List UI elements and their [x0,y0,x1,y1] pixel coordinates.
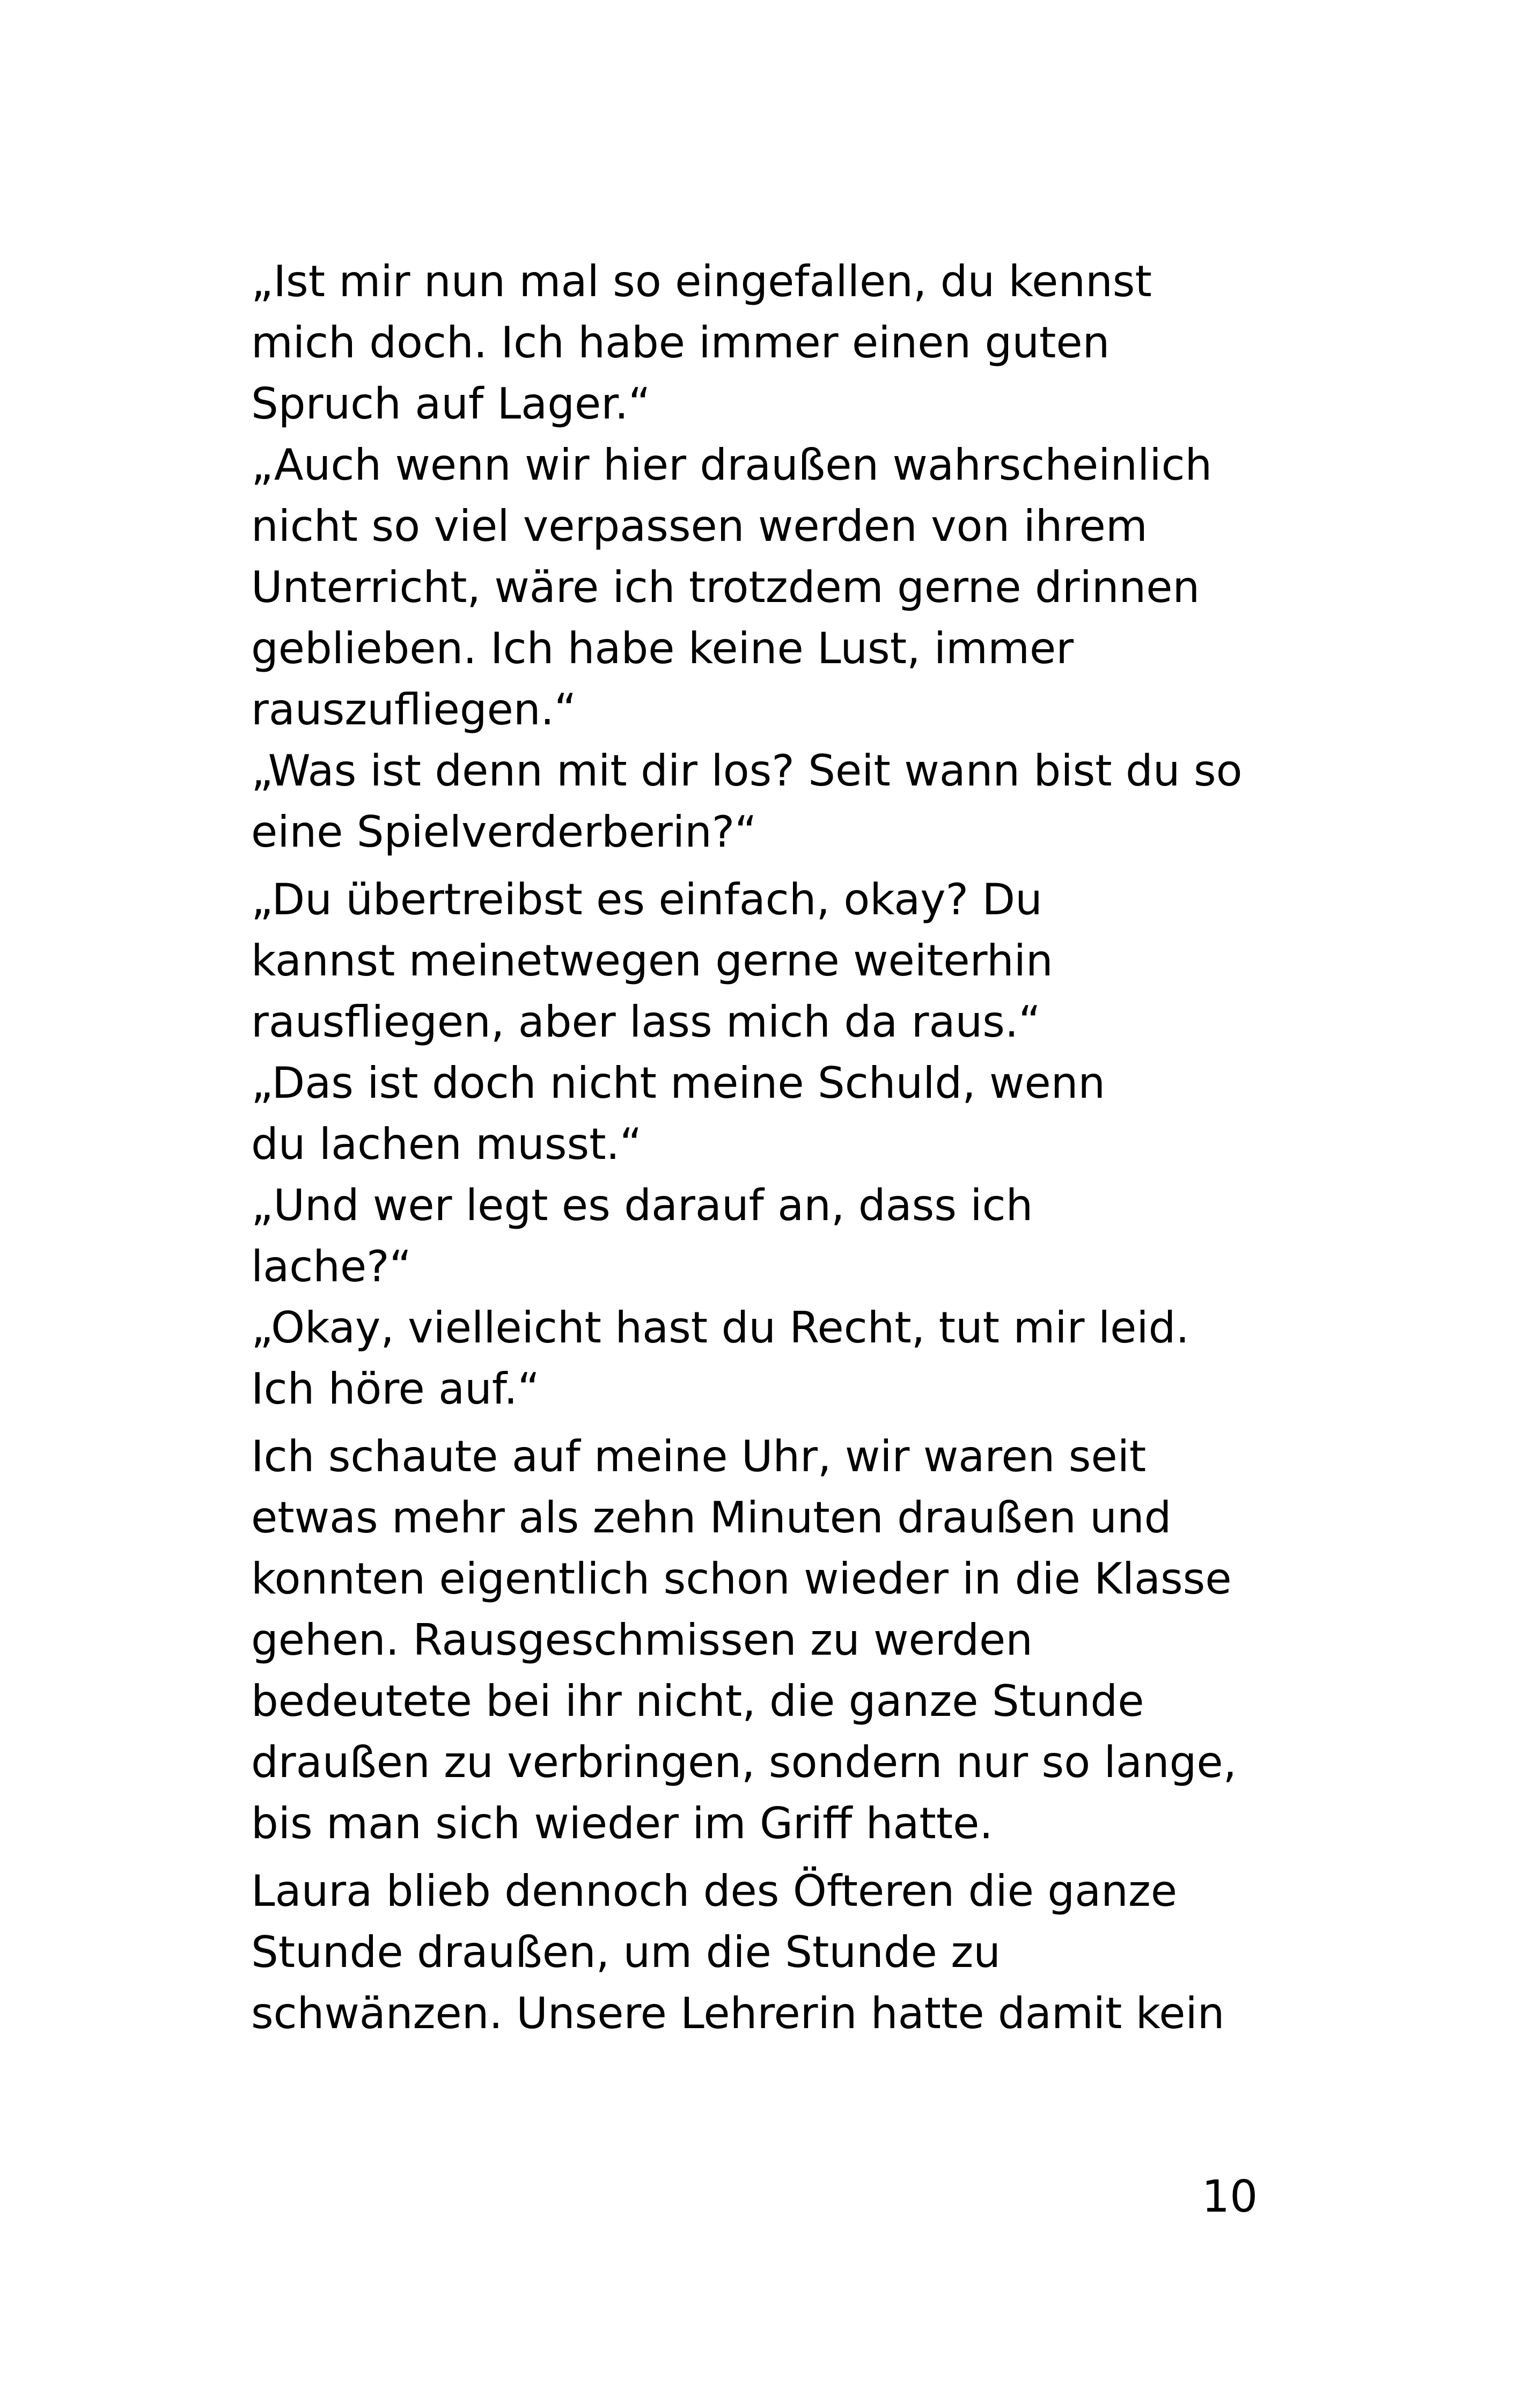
text-line: rausfliegen, aber lass mich da raus.“ [251,997,1041,1047]
paragraph [251,1053,1303,1175]
text-line: Spruch auf Lager.“ [251,379,651,429]
paragraph [251,251,1303,435]
text-line: du lachen musst.“ [251,1119,642,1169]
text-line: nicht so viel verpassen werden von ihrem [251,501,1148,551]
page-number: 10 [1202,2171,1258,2222]
paragraph [251,1175,1303,1297]
text-line: „Das ist doch nicht meine Schuld, wenn [251,1058,1106,1108]
text-line: „Ist mir nun mal so eingefallen, du kennst [251,256,1152,306]
text-line: konnten eigentlich schon wieder in die Klasse [251,1554,1232,1604]
text-line: Unterricht, wäre ich trotzdem gerne drinnen [251,562,1200,612]
paragraph [251,740,1303,863]
paragraph [251,869,1303,1053]
text-line: eine Spielverderberin?“ [251,807,757,857]
paragraph [251,1297,1303,1420]
text-line: „Was ist denn mit dir los? Seit wann bist du so [251,746,1243,796]
text-line: Ich schaute auf meine Uhr, wir waren seit [251,1431,1147,1481]
text-line: „Okay, vielleicht hast du Recht, tut mir leid. [251,1303,1189,1353]
text-line: „Du übertreibst es einfach, okay? Du [251,875,1042,924]
text-line: Stunde draußen, um die Stunde zu [251,1927,1001,1977]
text-line: gehen. Rausgeschmissen zu werden [251,1615,1033,1665]
paragraph [251,1426,1303,1854]
text-line: kannst meinetwegen gerne weiterhin [251,936,1053,986]
text-line: etwas mehr als zehn Minuten draußen und [251,1493,1172,1543]
text-line: bedeutete bei ihr nicht, die ganze Stunde [251,1676,1144,1726]
text-line: rauszufliegen.“ [251,685,577,735]
paragraph [251,435,1303,740]
text-line: „Auch wenn wir hier draußen wahrscheinlich [251,440,1213,490]
body-text [251,251,1303,2044]
paragraph [251,1861,1303,2044]
text-line: draußen zu verbringen, sondern nur so lange, [251,1737,1237,1787]
text-line: Laura blieb dennoch des Öfteren die ganze [251,1866,1178,1916]
text-line: schwänzen. Unsere Lehrerin hatte damit kein [251,1988,1225,2038]
text-line: „Und wer legt es darauf an, dass ich [251,1180,1033,1230]
text-line: mich doch. Ich habe immer einen guten [251,318,1110,368]
text-line: lache?“ [251,1242,412,1291]
text-line: geblieben. Ich habe keine Lust, immer [251,623,1074,673]
text-line: Ich höre auf.“ [251,1364,540,1414]
text-line: bis man sich wieder im Griff hatte. [251,1798,993,1848]
